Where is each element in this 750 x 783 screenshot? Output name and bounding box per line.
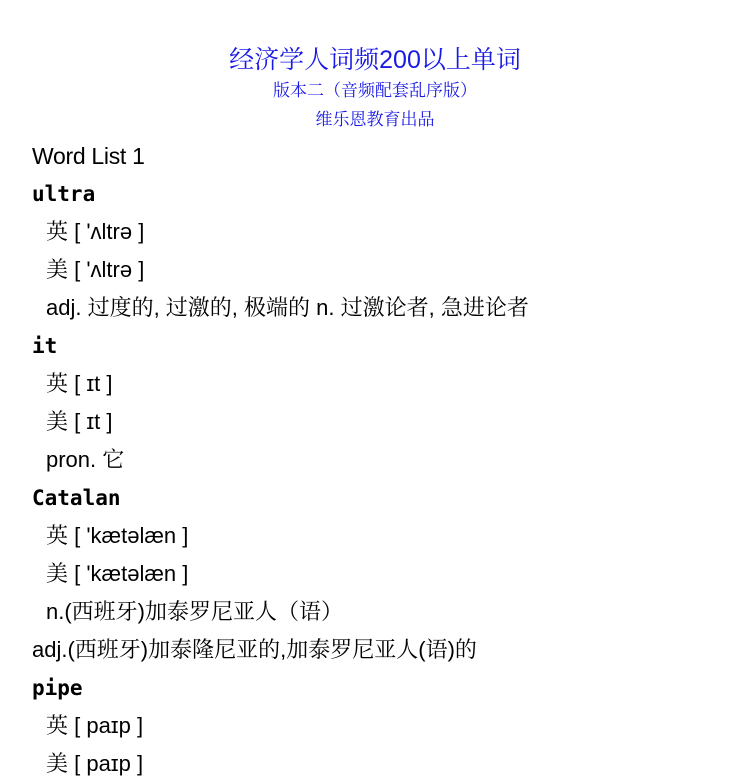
document-title: 经济学人词频200以上单词 <box>229 46 521 74</box>
entry-it <box>32 327 732 479</box>
headword: pipe <box>32 676 83 700</box>
pronunciation-us: 美 [ paɪp ] <box>46 751 144 776</box>
definition: n.(西班牙)加泰罗尼亚人（语） <box>46 599 344 624</box>
document-publisher: 维乐恩教育出品 <box>315 110 435 129</box>
headword: ultra <box>32 182 96 206</box>
definition: pron. 它 <box>46 447 125 472</box>
headword: it <box>32 334 58 358</box>
entry-pipe <box>32 669 732 783</box>
entry-catalan <box>32 479 732 669</box>
pronunciation-us: 美 [ 'ʌltrə ] <box>46 257 145 282</box>
word-list <box>32 137 732 783</box>
pronunciation-us: 美 [ ɪt ] <box>46 409 113 434</box>
definition-continued: adj.(西班牙)加泰隆尼亚的,加泰罗尼亚人(语)的 <box>32 637 477 662</box>
pronunciation-us: 美 [ 'kætəlæn ] <box>46 561 189 586</box>
headword: Catalan <box>32 486 121 510</box>
pronunciation-uk: 英 [ ɪt ] <box>46 371 113 396</box>
word-list-title: Word List 1 <box>32 143 145 169</box>
document-subtitle: 版本二（音频配套乱序版） <box>273 81 477 100</box>
entry-ultra <box>32 175 732 327</box>
definition: adj. 过度的, 过激的, 极端的 n. 过激论者, 急进论者 <box>46 295 529 320</box>
pronunciation-uk: 英 [ 'ʌltrə ] <box>46 219 145 244</box>
pronunciation-uk: 英 [ 'kætəlæn ] <box>46 523 189 548</box>
pronunciation-uk: 英 [ paɪp ] <box>46 713 144 738</box>
